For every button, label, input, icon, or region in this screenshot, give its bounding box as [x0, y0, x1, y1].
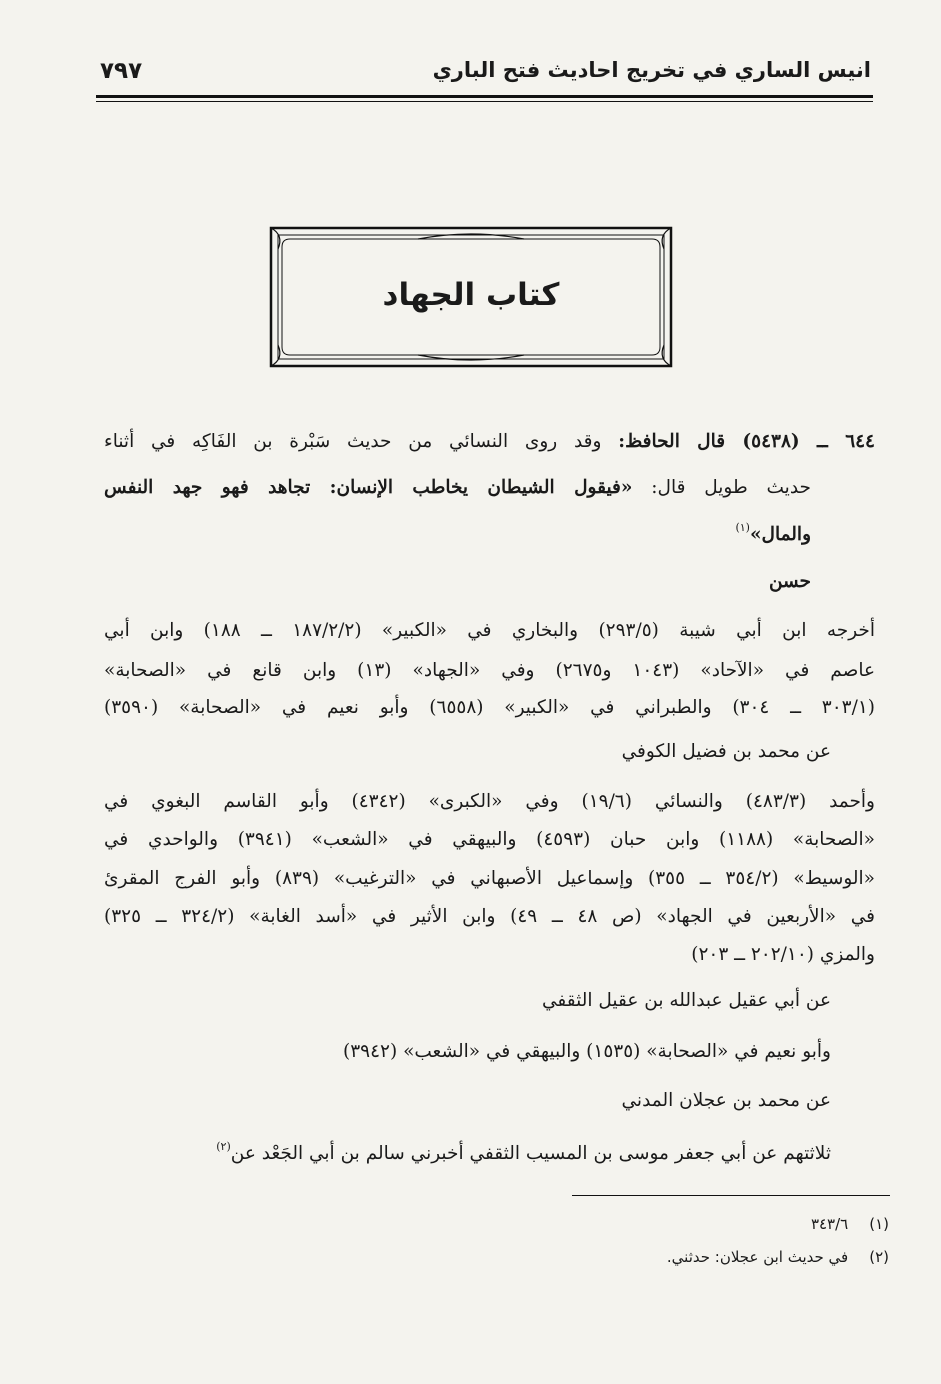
entry-number-and-speaker: ٦٤٤ ــ (٥٤٣٨) قال الحافظ:	[618, 431, 875, 452]
takhrij-line: وأبو نعيم في «الصحابة» (١٥٣٥) والبيهقي في «الشعب» (٣٩٤٢)	[343, 1041, 831, 1062]
takhrij-line: «الصحابة» (١١٨٨) وابن حبان (٤٥٩٣) والبيهقي في «الشعب» (٣٩٤١) والواحدي في	[104, 829, 875, 850]
footnote-1	[811, 1215, 889, 1233]
hadith-text: «فيقول الشيطان يخاطب الإنسان: تجاهد فهو جهد النفس	[104, 477, 633, 498]
entry-line-2	[104, 479, 811, 498]
chapter-title: كتاب الجهاد	[382, 277, 560, 313]
takhrij-line: والمزي (٢٠٢/١٠ ــ ٢٠٣)	[691, 944, 875, 965]
entry-text: حديث طويل قال:	[651, 477, 811, 498]
hadith-text: والمال»	[749, 524, 811, 545]
entry-line-3	[735, 522, 811, 545]
entry-text: وقد روى النسائي من حديث سَبْرة بن الفَاكِه في أثناء	[104, 431, 602, 452]
footnote-2	[667, 1248, 889, 1266]
chain-line: عن محمد بن فضيل الكوفي	[621, 741, 831, 762]
takhrij-line: (٣٠٣/١ ــ ٣٠٤) والطبراني في «الكبير» (٦٥٥٨) وأبو نعيم في «الصحابة» (٣٥٩٠)	[104, 697, 875, 718]
footnote-separator	[572, 1195, 890, 1196]
footnote-ref: (٢)	[216, 1140, 231, 1153]
takhrij-line: أخرجه ابن أبي شيبة (٢٩٣/٥) والبخاري في «الكبير» (١٨٧/٢/٢ ــ ١٨٨) وابن أبي	[104, 620, 875, 641]
footnote-text: في حديث ابن عجلان: حدثني.	[666, 1248, 849, 1266]
header-rule-thick	[96, 95, 873, 98]
takhrij-line: وأحمد (٤٨٣/٣) والنسائي (١٩/٦) وفي «الكبرى» (٤٣٤٢) وأبو القاسم البغوي في	[104, 791, 875, 812]
hadith-grade: حسن	[768, 571, 811, 592]
takhrij-text: ثلاثتهم عن أبي جعفر موسى بن المسيب الثقفي أخبرني سالم بن أبي الجَعْد عن	[230, 1143, 831, 1164]
takhrij-line: في «الأربعين في الجهاد» (ص ٤٨ ــ ٤٩) وابن الأثير في «أسد الغابة» (٣٢٤/٢ ــ ٣٢٥)	[104, 906, 875, 927]
takhrij-line: عاصم في «الآحاد» (١٠٤٣ و٢٦٧٥) وفي «الجهاد» (١٣) وابن قانع في «الصحابة»	[104, 660, 875, 681]
chain-line: عن أبي عقيل عبدالله بن عقيل الثقفي	[542, 990, 831, 1011]
footnote-marker: (١)	[869, 1215, 889, 1233]
footnote-text: ٣٤٣/٦	[810, 1215, 849, 1233]
footnote-marker: (٢)	[869, 1248, 889, 1266]
takhrij-line: «الوسيط» (٣٥٤/٢ ــ ٣٥٥) وإسماعيل الأصبهاني في «الترغيب» (٨٣٩) وأبو الفرج المقرئ	[104, 868, 875, 889]
entry-line-1	[104, 433, 875, 452]
takhrij-line	[216, 1141, 831, 1164]
page-number: ٧٩٧	[100, 58, 143, 84]
chain-line: عن محمد بن عجلان المدني	[621, 1090, 831, 1111]
footnote-ref: (١)	[735, 521, 750, 534]
chapter-title-frame	[268, 225, 674, 369]
header-rule-thin	[96, 101, 873, 102]
running-header-title: انيس الساري في تخريج احاديث فتح الباري	[432, 58, 871, 82]
